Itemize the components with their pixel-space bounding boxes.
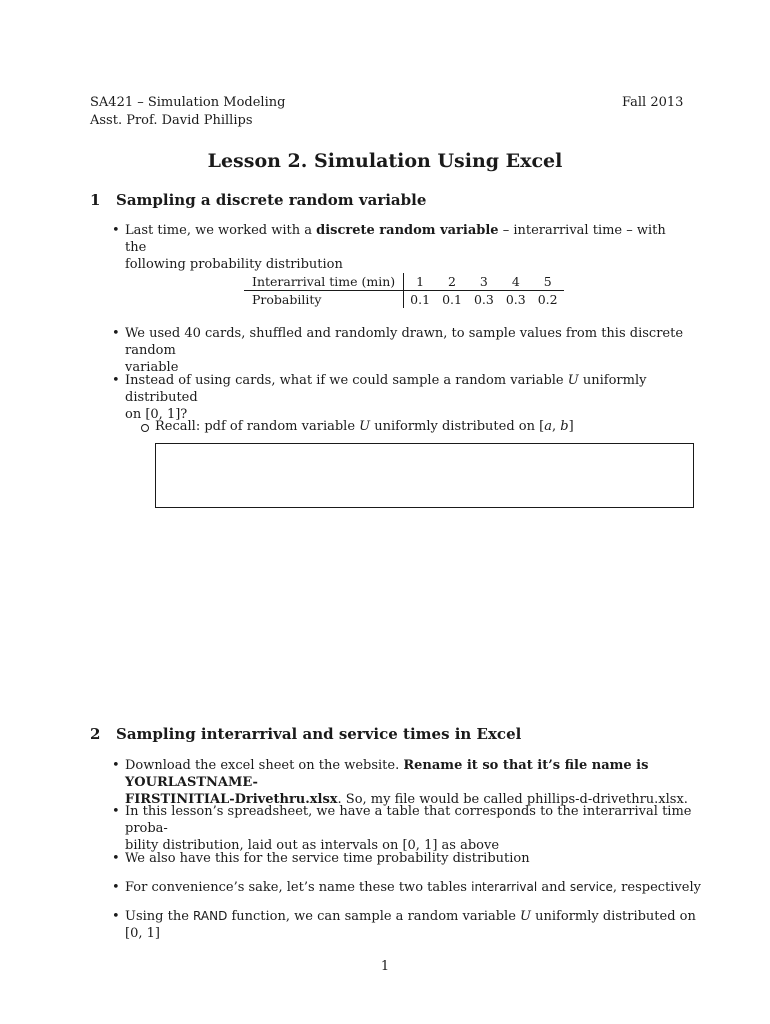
text: uniformly distributed (125, 373, 647, 405)
bullet-icon: • (112, 373, 120, 388)
table-cell: 0.2 (537, 292, 558, 307)
section-1-bullet-1 (112, 222, 685, 273)
section-1-sub-bullet (155, 418, 675, 435)
table-cell: 2 (436, 273, 468, 291)
section-1-bullet-2 (112, 325, 685, 376)
text: uniformly distributed on [0, 1] (125, 909, 696, 941)
text: We used 40 cards, shuffled and randomly drawn, to sample values from this discrete random (125, 326, 684, 358)
bullet-icon: • (112, 223, 120, 238)
section-1-bullet-3 (112, 372, 685, 423)
text: following probability distribution (125, 257, 343, 272)
term-discrete-rv: discrete random variable (316, 223, 499, 238)
section-2-bullet-5 (112, 908, 705, 942)
text: and (537, 880, 570, 895)
row-label-probability: Probability (244, 291, 404, 309)
variable-a: a (544, 419, 552, 434)
text: In this lesson’s spreadsheet, we have a table that corresponds to the interarrival time proba- (125, 804, 692, 836)
variable-u: U (359, 419, 371, 434)
text: on [0, 1]? (125, 407, 188, 422)
text: bility distribution, laid out as intervals on [0, 1] as above (125, 838, 500, 853)
table-name-interarrival: interarrival (471, 880, 538, 894)
term: Fall 2013 (622, 95, 684, 110)
section-1-number: 1 (90, 191, 101, 209)
file-name: FIRSTINITIAL-Drivethru.xlsx (125, 792, 338, 807)
variable-u: U (520, 909, 532, 924)
text: ] (568, 419, 574, 434)
table-cell: 0.3 (505, 292, 526, 307)
table-name-service: service (569, 880, 613, 894)
text: Download the excel sheet on the website. (125, 758, 404, 773)
bullet-icon: • (112, 909, 120, 924)
table-cell: 0.1 (410, 292, 431, 307)
circle-bullet-icon (141, 424, 149, 432)
text: Recall: pdf of random variable (155, 419, 360, 434)
page-title: Lesson 2. Simulation Using Excel (207, 150, 563, 172)
answer-box (155, 443, 694, 508)
variable-u: U (567, 373, 579, 388)
section-2-heading: Sampling interarrival and service times in Excel (116, 725, 522, 743)
table-cell: 1 (404, 273, 436, 291)
table-cell: 0.3 (473, 292, 494, 307)
text: Last time, we worked with a (125, 223, 317, 238)
section-2-bullet-1 (112, 757, 745, 808)
table-cell: 5 (532, 273, 564, 291)
table-cell: 4 (500, 273, 532, 291)
text: , (551, 419, 561, 434)
text: – interarrival time – with the (125, 223, 666, 255)
bullet-icon: • (112, 851, 120, 866)
variable-b: b (560, 419, 569, 434)
bullet-icon: • (112, 758, 120, 773)
instructor-name: Asst. Prof. David Phillips (90, 113, 253, 128)
text: Using the (125, 909, 194, 924)
section-2-bullet-2 (112, 803, 705, 854)
section-2-bullet-4 (112, 879, 705, 896)
text: For convenience’s sake, let’s name these two tables (125, 880, 472, 895)
text: . So, my file would be called phillips-d-drivethru.xlsx. (337, 792, 688, 807)
text: variable (125, 360, 179, 375)
text: We also have this for the service time probability distribution (125, 851, 530, 866)
table-cell: 0.1 (442, 292, 462, 307)
bullet-icon: • (112, 880, 120, 895)
text: uniformly distributed on [ (370, 419, 545, 434)
section-2-bullet-3 (112, 850, 705, 867)
row-label-interarrival: Interarrival time (min) (244, 273, 404, 291)
text: , respectively (612, 880, 701, 895)
bullet-icon: • (112, 326, 120, 341)
page-number: 1 (380, 959, 390, 974)
distribution-table (244, 273, 564, 308)
section-2-number: 2 (90, 725, 101, 743)
text: Instead of using cards, what if we could sample a random variable (125, 373, 568, 388)
course-title: SA421 – Simulation Modeling (90, 95, 286, 110)
function-rand: RAND (193, 909, 228, 923)
table-cell: 3 (468, 273, 500, 291)
bullet-icon: • (112, 804, 120, 819)
text: function, we can sample a random variable (227, 909, 521, 924)
rename-instruction: Rename it so that it’s file name is YOURLASTNAME- (125, 758, 649, 790)
section-1-heading: Sampling a discrete random variable (116, 191, 427, 209)
